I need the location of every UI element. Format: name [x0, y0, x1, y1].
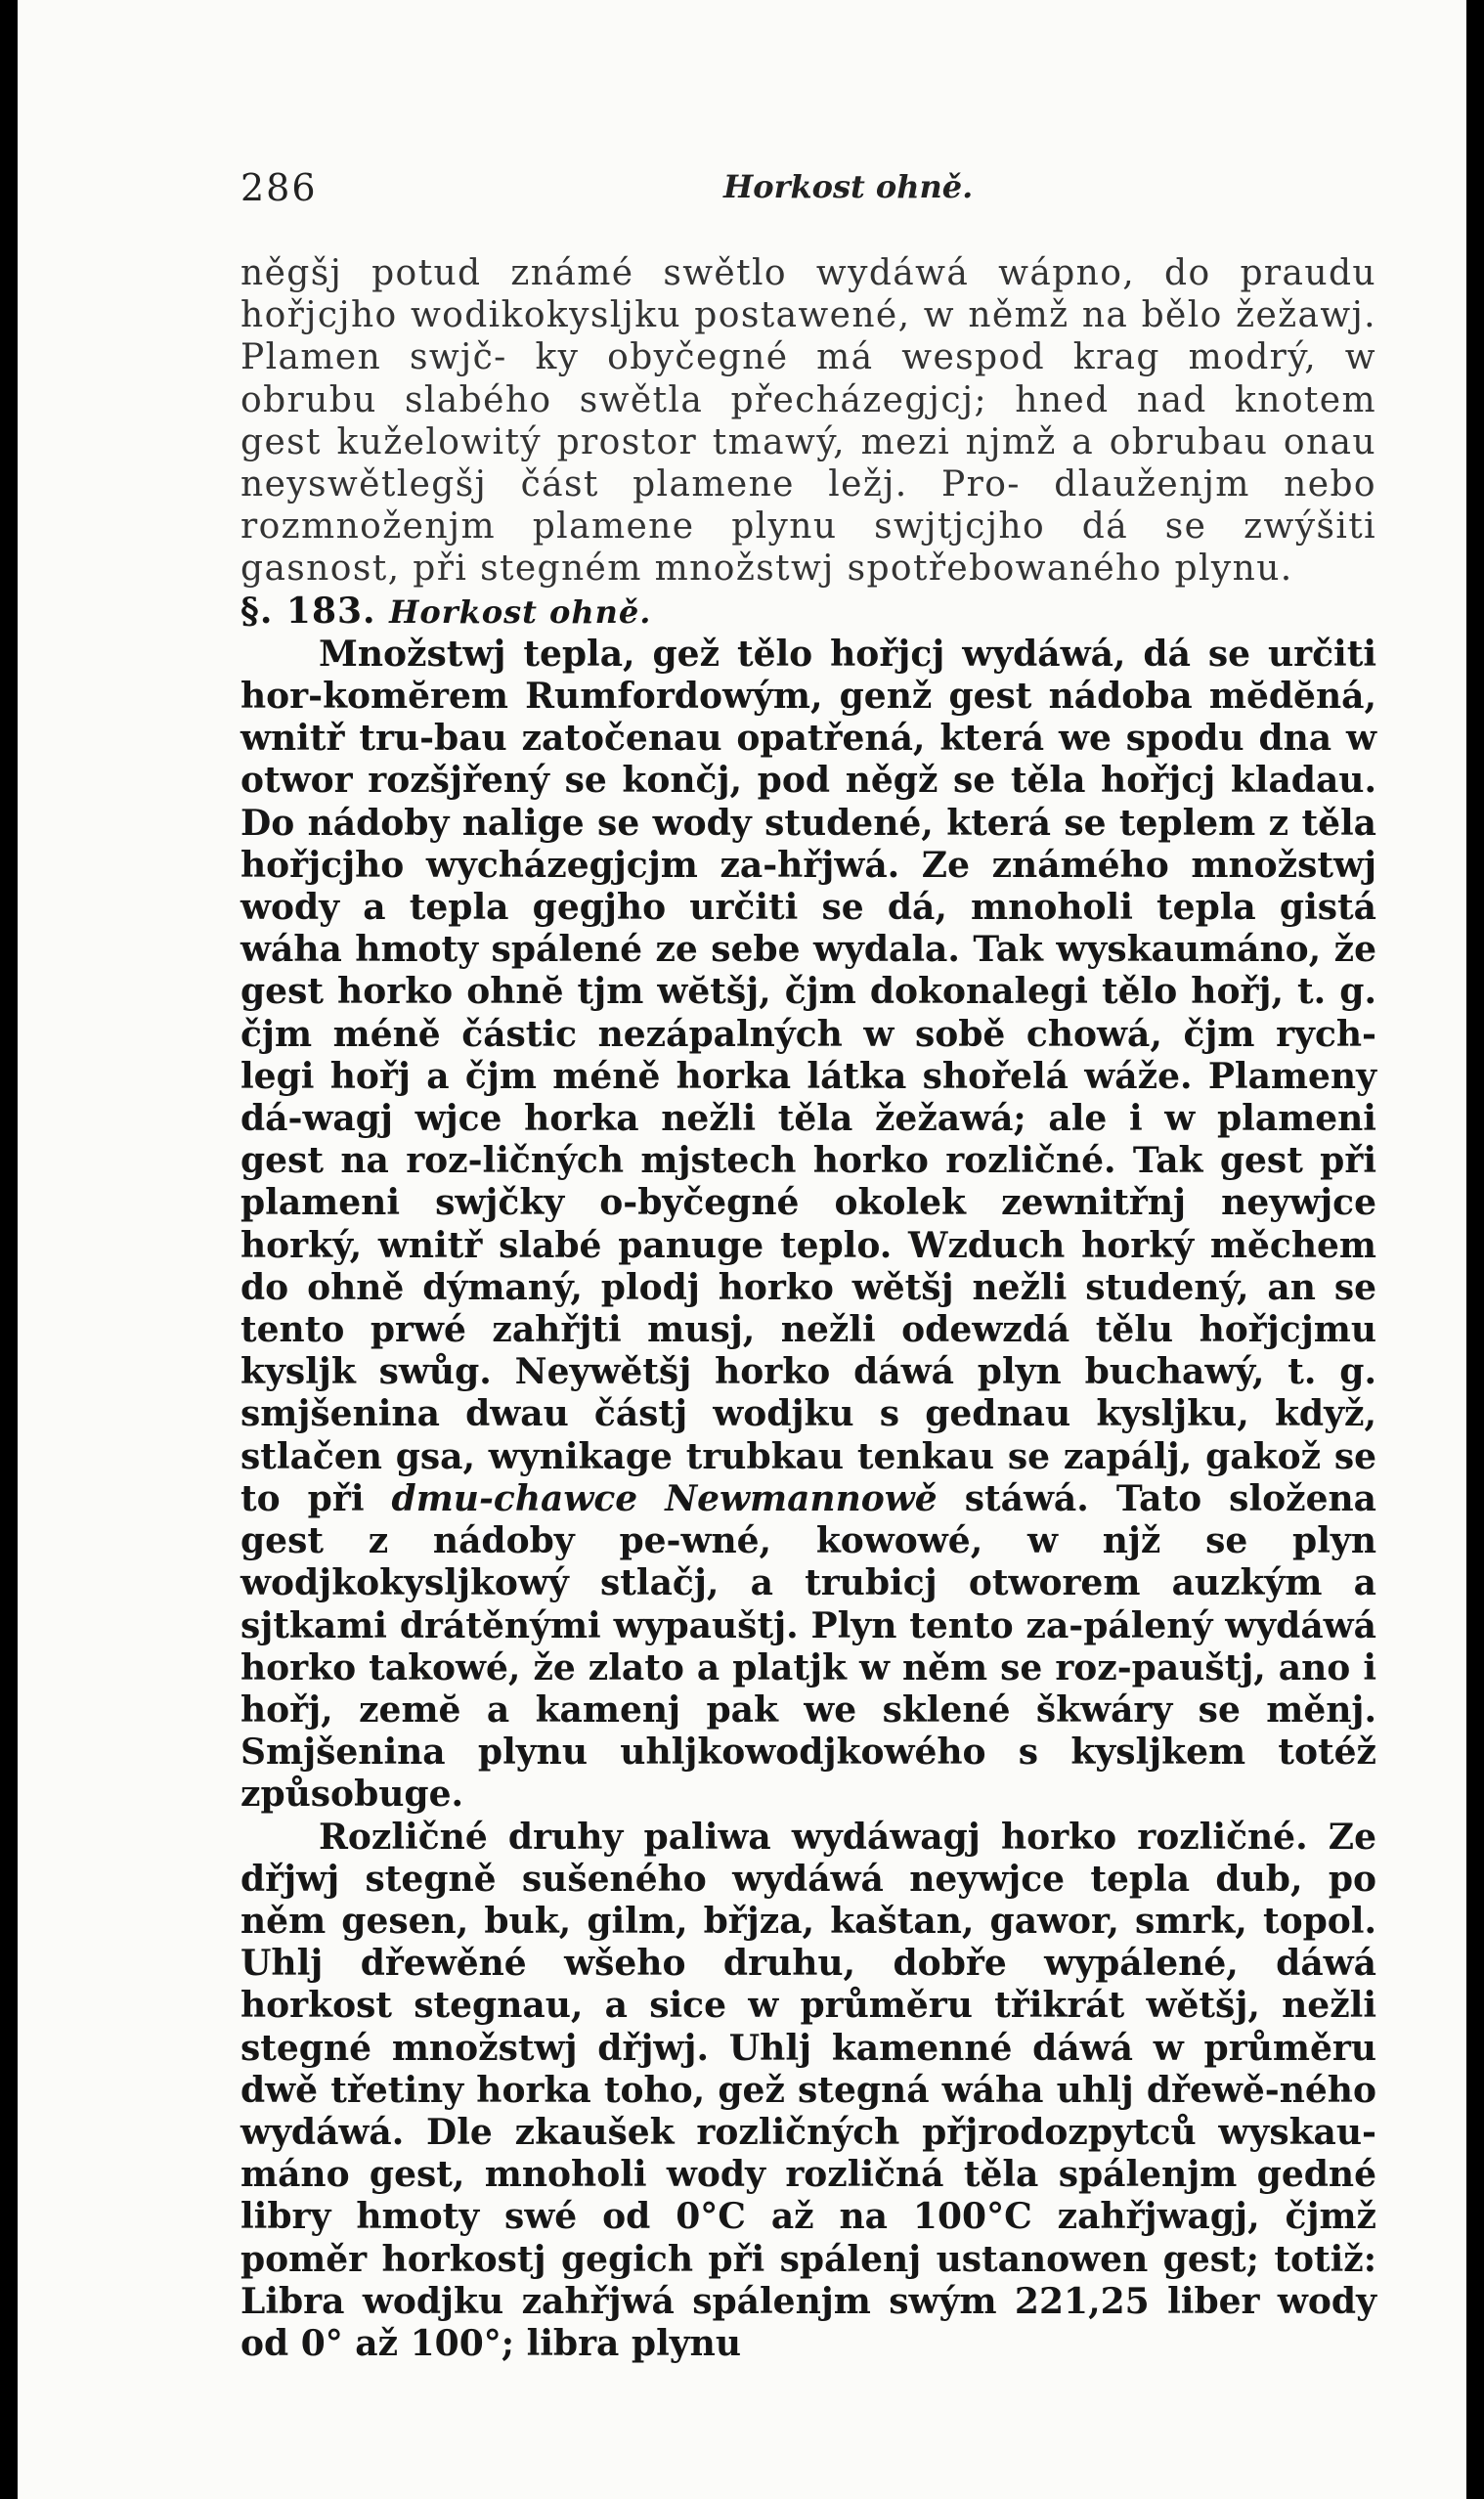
page-number: 286 — [240, 166, 318, 209]
section-heading — [240, 591, 1376, 634]
paragraph-2-part1: Množstwj tepla, gež tělo hořjcj wydáwá, dá se určiti hor-komĕrem Rumfordowým, genž gest nádoba mĕdĕná, wnitř tru-bau zatočenau opatřená, která we spodu dna w otwor rozšjřený se končj, pod něgž se těla hořjcj kladau. Do nádoby nalige se wody studené, která se teplem z těla hořjcjho wycházegjcjm za-hřjwá. Ze známého množstwj wody a tepla gegjho určiti se dá, mnoholi tepla gistá wáha hmoty spálené ze sebe wydala. Tak wyskaumáno, že gest horko ohnĕ tjm wĕtšj, čjm dokonalegi tělo hořj, t. g. čjm méně částic nezápalných w sobě chowá, čjm rych-legi hořj a čjm méně horka látka shořelá wáže. Plameny dá-wagj wjce horka nežli těla žežawá; ale i w plameni gest na roz-ličných mjstech horko rozličné. Tak gest při plameni swjčky o-byčegné okolek zewnitřnj neywjce horký, wnitř slabé panuge teplo. Wzduch horký měchem do ohně dýmaný, plodj horko wětšj nežli studený, an se tento prwé zahřjti musj, nežli odewzdá tělu hořjcjmu kysljk swůg. Neywětšj horko dáwá plyn buchawý, t. g. smjšenina dwau částj wodjku s gednau kysljku, když, stlačen gsa, wynikage trubkau tenkau se zapálj, gakož se to při — [240, 633, 1376, 1519]
text-line: dlauženjm nebo rozmnoženjm plamene plynu swjtjcjho dá se — [240, 464, 1376, 548]
paragraph-1 — [240, 252, 1376, 591]
text-line: wodikokysljku postawené, w němž na bělo žežawj. Plamen swjč- — [240, 295, 1376, 378]
text-line: přecházegjcj; hned nad knotem gest kuželowitý prostor tmawý, — [240, 379, 1377, 462]
running-title: Horkost ohně. — [723, 168, 974, 205]
section-number: §. 183. — [240, 590, 376, 632]
text-line: ky obyčegné má wespod krag modrý, w obrubu slabého swětla — [240, 337, 1376, 420]
section-title: Horkost ohně. — [389, 592, 652, 631]
text-line: zwýšiti gasnost, při stegném množstwj spotřebowaného plynu. — [240, 506, 1377, 590]
device-name: dmu-chawce Newmannowě — [391, 1477, 938, 1519]
page-header — [240, 166, 1238, 215]
paragraph-2-part2: stáwá. Tato složena gest z nádoby pe-wné, kowowé, w njž se plyn wodjkokysljkowý stlačj, a trubicj otworem auzkým a sjtkami drátěnými wypauštj. Plyn tento za-pálený wydáwá horko takowé, že zlato a platjk w něm se roz-pauštj, ano i hořj, zemĕ a kamenj pak we sklené škwáry se měnj. Smjšenina plynu uhljkowodjkowého s kysljkem totéž způsobuge. — [240, 1477, 1376, 1816]
body-text — [240, 252, 1376, 2365]
text-line: mezi njmž a obrubau onau neyswětlegšj část plamene ležj. Pro- — [240, 421, 1377, 505]
paragraph-3: Rozličné druhy paliwa wydáwagj horko rozličné. Ze dřjwj stegně sušeného wydáwá neywjce tepla dub, po něm gesen, buk, gilm, břjza, kaštan, gawor, smrk, topol. Uhlj dřewěné wšeho druhu, dobře wypálené, dáwá horkost stegnau, a sice w průměru třikrát wětšj, nežli stegné množstwj dřjwj. Uhlj kamenné dáwá w průměru dwě třetiny horka toho, gež stegná wáha uhlj dřewě-ného wydáwá. Dle zkaušek rozličných přjrodozpytců wyskau-máno gest, mnoholi wody rozličná těla spálenjm gedné libry hmoty swé od 0°C až na 100°C zahřjwagj, čjmž poměr horkostj gegich při spálenj ustanowen gest; totiž: Libra wodjku zahřjwá spálenjm swým 221,25 liber wody od 0° až 100°; libra plynu — [240, 1816, 1376, 2364]
paragraph-2 — [240, 634, 1376, 1817]
text-line: něgšj potud známé swětlo wydáwá wápno, do praudu hořjcjho — [240, 253, 1376, 336]
book-page — [18, 0, 1466, 2499]
